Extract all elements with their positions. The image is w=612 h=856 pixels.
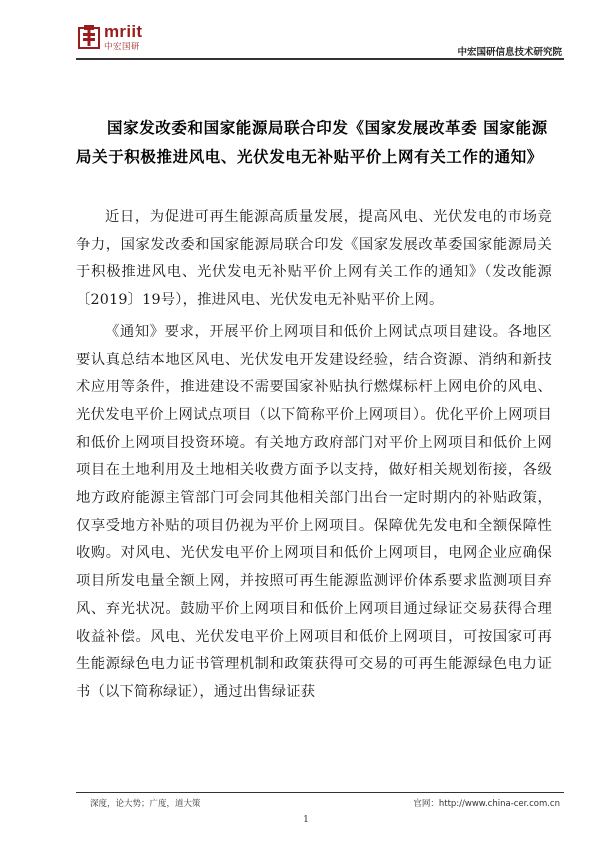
- paragraph: 《通知》要求，开展平价上网项目和低价上网试点项目建设。各地区要认真总结本地区风电、光伏发电开发建设经验，结合资源、消纳和新技术应用等条件，推进建设不需要国家补贴执行燃煤标杆上网电价的风电、光伏发电平价上网试点项目（以下简称平价上网项目）。优化平价上网项目和低价上网项目投资环境。有关地方政府部门对平价上网项目和低价上网项目在土地利用及土地相关收费方面予以支持，做好相关规划衔接，各级地方政府能源主管部门可会同其他相关部门出台一定时期内的补贴政策，仅享受地方补贴的项目仍视为平价上网项目。保障优先发电和全额保障性收购。对风电、光伏发电平价上网项目和低价上网项目，电网企业应确保项目所发电量全额上网，并按照可再生能源监测评价体系要求监测项目弃风、弃光状况。鼓励平价上网项目和低价上网项目通过绿证交易获得合理收益补偿。风电、光伏发电平价上网项目和低价上网项目，可按国家可再生能源绿色电力证书管理机制和政策获得可交易的可再生能源绿色电力证书（以下简称绿证），通过出售绿证获: [76, 323, 552, 700]
- footer-slogan: 深度，论大势；广度，道大策: [90, 799, 201, 809]
- footer-divider: [76, 792, 564, 793]
- paragraph: 近日，为促进可再生能源高质量发展，提高风电、光伏发电的市场竞争力，国家发改委和国家能源局联合印发《国家发展改革委国家能源局关于积极推进风电、光伏发电无补贴平价上网有关工作的通知》（发改能源〔2019〕19号），推进风电、光伏发电无补贴平价上网。: [76, 209, 552, 309]
- document-title: 国家发改委和国家能源局联合印发《国家发展改革委 国家能源局关于积极推进风电、光伏发电无补贴平价上网有关工作的通知》: [76, 119, 548, 166]
- logo-text: mriit: [104, 22, 143, 41]
- header-divider: [76, 58, 564, 60]
- logo-mark-icon: [78, 25, 100, 50]
- document-body: [76, 204, 552, 711]
- brand-logo: [78, 24, 160, 52]
- organization-name: 中宏国研信息技术研究院: [457, 47, 562, 58]
- page-number: 1: [303, 815, 309, 825]
- footer-website[interactable]: 官网：http://www.china-cer.com.cn: [413, 799, 560, 809]
- logo-subtext: 中宏国研: [104, 42, 141, 52]
